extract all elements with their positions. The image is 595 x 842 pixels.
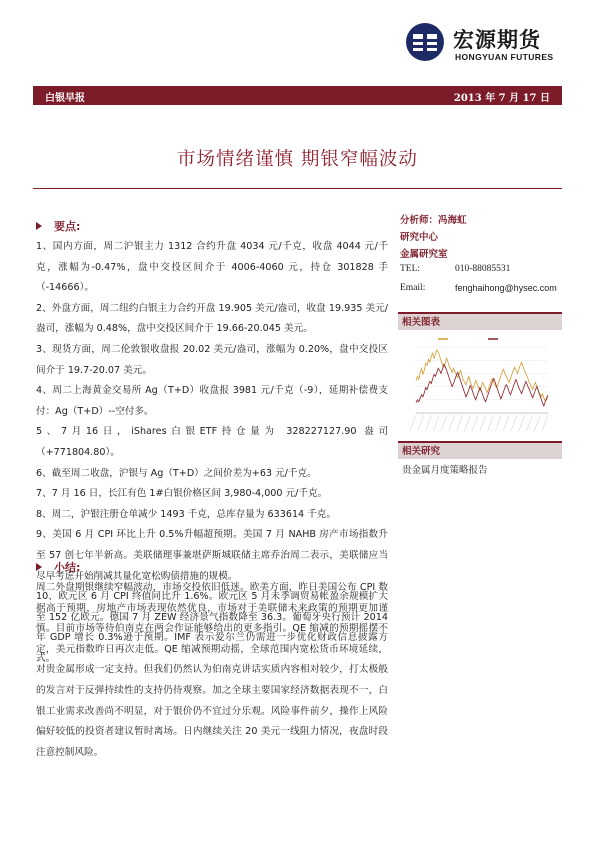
- research-heading: 相关研究: [402, 446, 441, 457]
- related-line-chart: [398, 333, 562, 438]
- key-point-3: 3、现货方面，周二伦敦银收盘报 20.02 美元/盎司，涨幅为 0.20%，盘中交投区间介于 19.7-20.07 美元。: [36, 343, 388, 376]
- analyst-name: 分析师：冯海虹: [400, 215, 467, 226]
- key-point-4: 4、周二上海黄金交易所 Ag（T+D）收盘报 3981 元/千克（-9），延期补偿费支付：Ag（T+D）--空付多。: [36, 385, 388, 417]
- related-report-link[interactable]: 贵金属月度策略报告: [402, 465, 488, 476]
- key-point-6: 6、截至周二收盘，沪银与 Ag（T+D）之间价差为+63 元/千克。: [36, 467, 317, 479]
- summary-heading: 小结:: [36, 559, 80, 575]
- triangle-bullet-icon: [36, 563, 42, 571]
- key-point-7: 7、7 月 16 日，长江有色 1#白银价格区间 3,980-4,000 元/千克。: [36, 488, 328, 500]
- key-point-8: 8、周二，沪银注册仓单减少 1493 千克，总库存量为 633614 千克。: [36, 508, 336, 520]
- key-point-5: 5、7月16日，iShares白银ETF持仓量为 328227127.90 盎司（+771804.80）。: [36, 426, 388, 458]
- tel-label: TEL:: [400, 264, 421, 274]
- triangle-bullet-icon: [36, 222, 42, 230]
- page-title: 市场情绪谨慎 期银窄幅波动: [177, 149, 418, 170]
- email-value[interactable]: fenghaihong@hysec.com: [455, 283, 557, 293]
- report-date: 2013 年 7 月 17 日: [453, 93, 550, 104]
- email-label: Email:: [400, 283, 426, 293]
- report-type: 白银早报: [45, 93, 85, 104]
- brand-name-en: HONGYUAN FUTURES: [455, 52, 554, 62]
- chart-heading: 相关图表: [402, 317, 441, 328]
- hongyuan-logo-icon: [405, 22, 445, 62]
- key-points-heading: 要点:: [36, 218, 80, 234]
- key-point-9: 9、美国 6 月 CPI 环比上升 0.5%升幅超预期。美国 7 月 NAHB 房产市场指数升至 57 创七年半新高。美联储理事兼堪萨斯城联储主席乔治周二表示，美联储应当尽早考虑开始削减其量化宽松购债措施的规模。: [36, 529, 388, 582]
- analyst-department: 金属研究室: [400, 249, 448, 260]
- title-divider: [33, 188, 562, 189]
- key-point-1: 1、国内方面，周二沪银主力 1312 合约升盘 4034 元/千克，收盘 4044 元/千克，涨幅为-0.47%，盘中交投区间介于 4006-4060 元，持仓 301828 手（-14666）。: [36, 241, 388, 294]
- key-point-2: 2、外盘方面，周二纽约白银主力合约开盘 19.905 美元/盎司，收盘 19.935 美元/盎司，涨幅为 0.48%，盘中交投区间介于 19.66-20.045 美元。: [36, 302, 388, 335]
- tel-value: 010-88085531: [455, 264, 511, 274]
- summary-text: 周二外盘期银继续窄幅波动，市场交投依旧低迷。欧美方面，昨日美国公布 CPI 数据高于预期，房地产市场表现依然优良，市场对于美联储未来政策的预期更加谨慎。目前市场等待伯南克在两会作证能够给出的更多指引。QE 缩减的预期摇摆不定，美元指数昨日再次走低。QE 缩减预期动摇，全球范围内宽松货币环境延续，对贵金属形成一定支持。但我们仍然认为伯南克讲话实质内容相对较少，打太极般的发言对于反弹持续性的支持仍待观察。加之全球主要国家经济数据表现不一，白银工业需求改善尚不明显，对于银价仍不宜过分乐观。风险事件前夕，操作上风险偏好较低的投资者建议暂时离场。日内继续关注 20 美元一线阻力情况，夜盘时段注意控制风险。: [36, 582, 388, 758]
- key-point-10: 10、欧元区 6 月 CPI 终值同比升 1.6%。欧元区 5 月未季调贸易帐盈余规模扩大至 152 亿欧元。德国 7 月 ZEW 经济景气指数降至 36.3。葡萄牙央行预计 2014 年 GDP 增长 0.3%逊于预期。IMF 表示爱尔兰仍需进一步优化财政信息披露方式。: [36, 591, 388, 664]
- brand-name-cn: 宏源期货: [453, 28, 541, 52]
- analyst-unit: 研究中心: [400, 232, 439, 243]
